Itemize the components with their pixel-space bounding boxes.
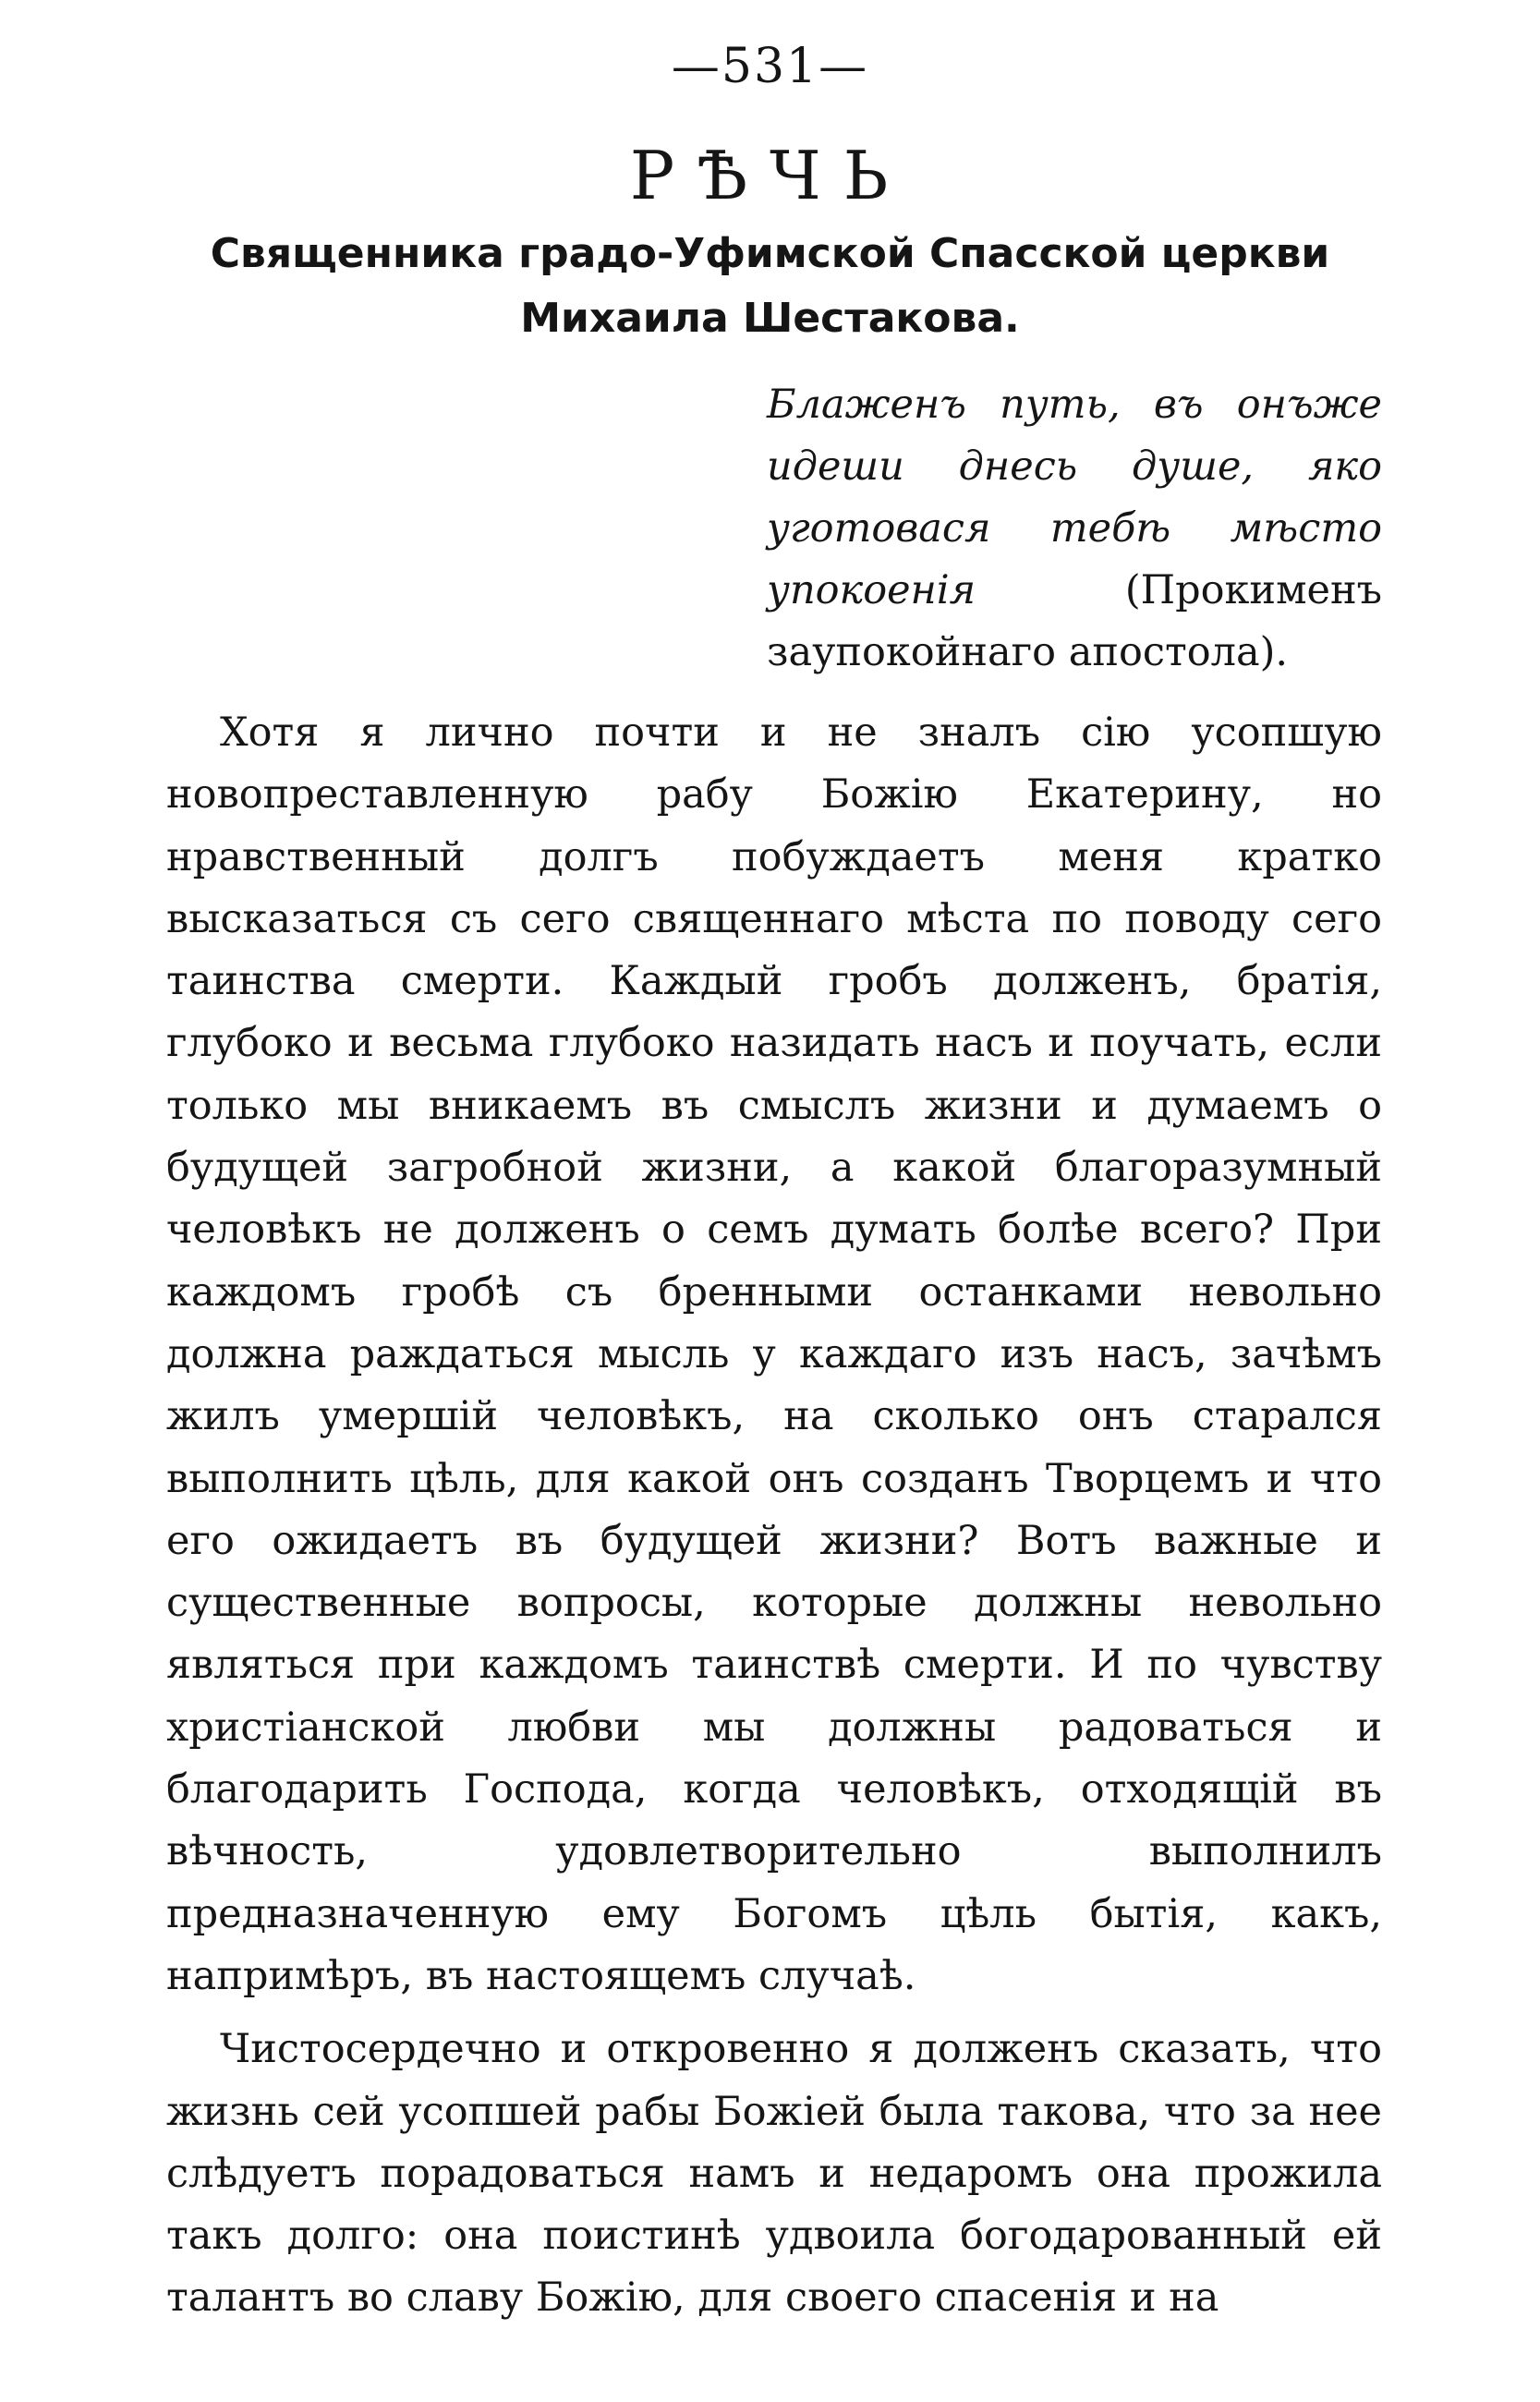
paragraph: Чистосердечно и откровенно я долженъ сказать, что жизнь сей усопшей рабы Божіей была такова, что за нее слѣдуетъ порадоваться намъ и недаромъ она прожила такъ долго: она поистинѣ удвоила богодарованный ей талантъ во славу Божію, для своего спасенія и на [166, 2026, 1382, 2322]
epigraph [767, 374, 1382, 684]
subtitle-line-1: Священника градо-Уфимской Спасской церкви [210, 230, 1330, 277]
epigraph-quote: Блаженъ путь, въ онъже идеши днесь душе, яко уготовася тебѣ мѣсто упокоенія [767, 382, 1382, 613]
subtitle [148, 222, 1392, 351]
page-number: —531— [671, 39, 869, 94]
paragraph: Хотя я лично почти и не зналъ сію усопшую новопреставленную рабу Божію Екатерину, но нравственный долгъ побуждаетъ меня кратко высказаться съ сего священнаго мѣста по поводу сего таинства смерти. Каждый гробъ долженъ, братія, глубоко и весьма глубоко назидать насъ и поучать, если только мы вникаемъ въ смыслъ жизни и думаемъ о будущей загробной жизни, а какой благоразумный человѣкъ не долженъ о семъ думать болѣе всего? При каждомъ гробѣ съ бренными останками невольно должна раждаться мысль у каждаго изъ насъ, зачѣмъ жилъ умершій человѣкъ, на сколько онъ старался выполнить цѣль, для какой онъ созданъ Творцемъ и что его ожидаетъ въ будущей жизни? Вотъ важные и существенные вопросы, которые должны невольно являться при каждомъ таинствѣ смерти. И по чувству христіанской любви мы должны радоваться и благодарить Господа, когда человѣкъ, отходящій въ вѣчность, удовлетворительно выполнилъ предназначенную ему Богомъ цѣль бытія, какъ, напримѣръ, въ настоящемъ случаѣ. [166, 710, 1382, 1999]
subtitle-line-2: Михаила Шестакова. [520, 295, 1020, 342]
epigraph-source: (Прокименъ заупокойнаго апостола). [767, 567, 1382, 675]
page-title: РѢЧЬ [629, 137, 911, 214]
body-text [166, 702, 1382, 2330]
